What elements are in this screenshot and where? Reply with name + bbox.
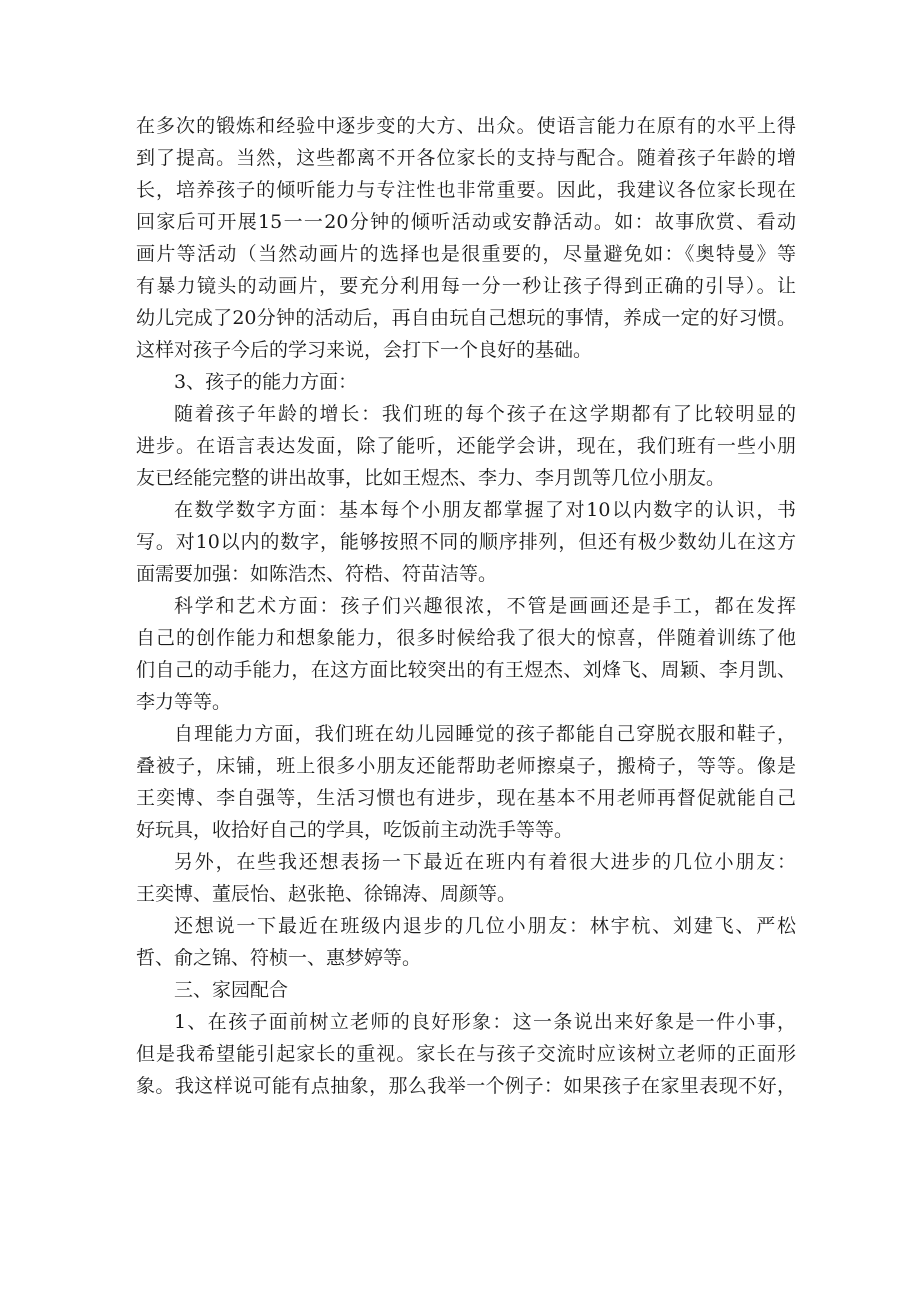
text-line: 还想说一下最近在班级内退步的几位小朋友：林宇杭、刘建飞、严松 — [174, 915, 796, 937]
text-line: 友已经能完整的讲出故事，比如王煜杰、李力、李月凯等几位小朋友。 — [136, 467, 726, 489]
text-line: 随着孩子年龄的增长：我们班的每个孩子在这学期都有了比较明显的 — [174, 403, 796, 425]
text-line: 进步。在语言表达发面，除了能听，还能学会讲，现在，我们班有一些小朋 — [136, 435, 796, 457]
text-line: 这样对孩子今后的学习来说，会打下一个良好的基础。 — [136, 339, 593, 361]
text-line: 另外，在些我还想表扬一下最近在班内有着很大进步的几位小朋友： — [174, 851, 796, 873]
text-line: 幼儿完成了20分钟的活动后，再自由玩自己想玩的事情，养成一定的好习惯。 — [136, 307, 796, 329]
text-line: 自理能力方面，我们班在幼儿园睡觉的孩子都能自己穿脱衣服和鞋子， — [174, 723, 796, 745]
document-body — [136, 110, 796, 1102]
text-line: 叠被子，床铺，班上很多小朋友还能帮助老师擦桌子，搬椅子，等等。像是 — [136, 755, 796, 777]
text-line: 哲、俞之锦、符桢一、惠梦婷等。 — [136, 947, 422, 969]
section-heading: 三、家园配合 — [174, 979, 289, 1001]
text-line: 好玩具，收拾好自己的学具，吃饭前主动洗手等等。 — [136, 819, 574, 841]
text-line: 们自己的动手能力，在这方面比较突出的有王煜杰、刘烽飞、周颖、李月凯、 — [136, 659, 796, 681]
text-line: 象。我这样说可能有点抽象，那么我举一个例子：如果孩子在家里表现不好， — [136, 1075, 796, 1097]
text-line: 画片等活动（当然动画片的选择也是很重要的，尽量避免如：《奥特曼》等 — [136, 243, 796, 265]
text-line: 长，培养孩子的倾听能力与专注性也非常重要。因此，我建议各位家长现在 — [136, 179, 796, 201]
text-line: 在多次的锻炼和经验中逐步变的大方、出众。使语言能力在原有的水平上得 — [136, 115, 796, 137]
text-line: 科学和艺术方面：孩子们兴趣很浓，不管是画画还是手工，都在发挥 — [174, 595, 796, 617]
text-line: 王奕博、李自强等，生活习惯也有进步，现在基本不用老师再督促就能自己 — [136, 787, 796, 809]
text-line: 有暴力镜头的动画片，要充分利用每一分一秒让孩子得到正确的引导）。让 — [136, 275, 796, 297]
text-line: 面需要加强：如陈浩杰、符梏、符苗洁等。 — [136, 563, 498, 585]
text-line: 1、在孩子面前树立老师的良好形象：这一条说出来好象是一件小事， — [174, 1011, 796, 1033]
text-line: 在数学数字方面：基本每个小朋友都掌握了对10以内数字的认识，书 — [174, 499, 796, 521]
section-heading: 3、孩子的能力方面： — [174, 371, 358, 393]
text-line: 自己的创作能力和想象能力，很多时候给我了很大的惊喜，伴随着训练了他 — [136, 627, 796, 649]
text-line: 到了提高。当然，这些都离不开各位家长的支持与配合。随着孩子年龄的增 — [136, 147, 796, 169]
text-line: 王奕博、董辰怡、赵张艳、徐锦涛、周颜等。 — [136, 883, 517, 905]
text-line: 写。对10以内的数字，能够按照不同的顺序排列，但还有极少数幼儿在这方 — [136, 531, 796, 553]
text-line: 但是我希望能引起家长的重视。家长在与孩子交流时应该树立老师的正面形 — [136, 1043, 796, 1065]
text-line: 李力等等。 — [136, 691, 232, 713]
text-line: 回家后可开展15一一20分钟的倾听活动或安静活动。如：故事欣赏、看动 — [136, 211, 796, 233]
